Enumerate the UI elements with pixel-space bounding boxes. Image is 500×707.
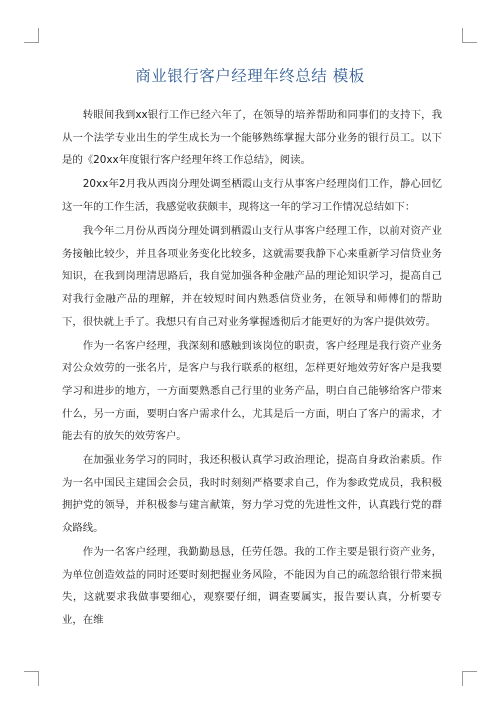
document-title: 商业银行客户经理年终总结 模板	[135, 67, 365, 85]
paragraph-responsibility: 作为一名客户经理，我深刻和感触到该岗位的职责，客户经理是我行资产业务对公众效劳的一张名片，是客户与我行联系的枢纽，怎样更好地效劳好客户是我要学习和进步的地方，一方面要熟悉自己行里的业务产品，明白自己能够给客户带来什么，另一方面，要明白客户需求什么，尤其是后一方面，明白了客户的需求，才能去有的放矢的效劳客户。	[62, 339, 442, 443]
paragraph-learning: 我今年二月份从西岗分理处调到栖霞山支行从事客户经理工作，以前对资产业务接触比较少，并且各项业务变化比较多，这就需要我静下心来重新学习信贷业务知识，在我到岗理清思路后，我自觉加强各种金融产品的理论知识学习，提高自己对我行金融产品的理解，并在较短时间内熟悉信贷业务，在领导和师傅们的帮助下，很快就上手了。我想只有自己对业务掌握透彻后才能更好的为客户提供效劳。	[62, 225, 442, 328]
paragraph-intro: 转眼间我到xx银行工作已经六年了，在领导的培养帮助和同事们的支持下，我从一个法学专业出生的学生成长为一个能够熟练掌握大部分业务的银行员工。以下是的《20xx年度银行客户经理年终工作总结》，阅读。	[62, 109, 442, 167]
document-body	[62, 104, 442, 633]
paragraph-diligence: 作为一名客户经理，我勤勤恳恳，任劳任怨。我的工作主要是银行资产业务，为单位创造效益的同时还要时刻把握业务风险，不能因为自己的疏忽给银行带来损失，这就要求我做事要细心，观察要仔细，调查要属实，报告要认真，分析要专业，在维	[62, 546, 442, 627]
crop-mark-bottom-right	[462, 671, 477, 686]
crop-mark-top-left	[24, 28, 39, 43]
crop-mark-top-right	[462, 28, 477, 43]
paragraph-transfer: 20xx年2月我从西岗分理处调至栖霞山支行从事客户经理岗们工作，静心回忆这一年的工作生活，我感觉收获颇丰，现将这一年的学习工作情况总结如下：	[62, 178, 442, 213]
crop-mark-bottom-left	[24, 671, 39, 686]
paragraph-politics: 在加强业务学习的同时，我还积极认真学习政治理论，提高自身政治素质。作为一名中国民主建国会会员，我时时刻刻严格要求自己，作为参政党成员，我积极拥护党的领导，并积极参与建言献策，努力学习党的先进性文件，认真践行党的群众路线。	[62, 454, 442, 535]
